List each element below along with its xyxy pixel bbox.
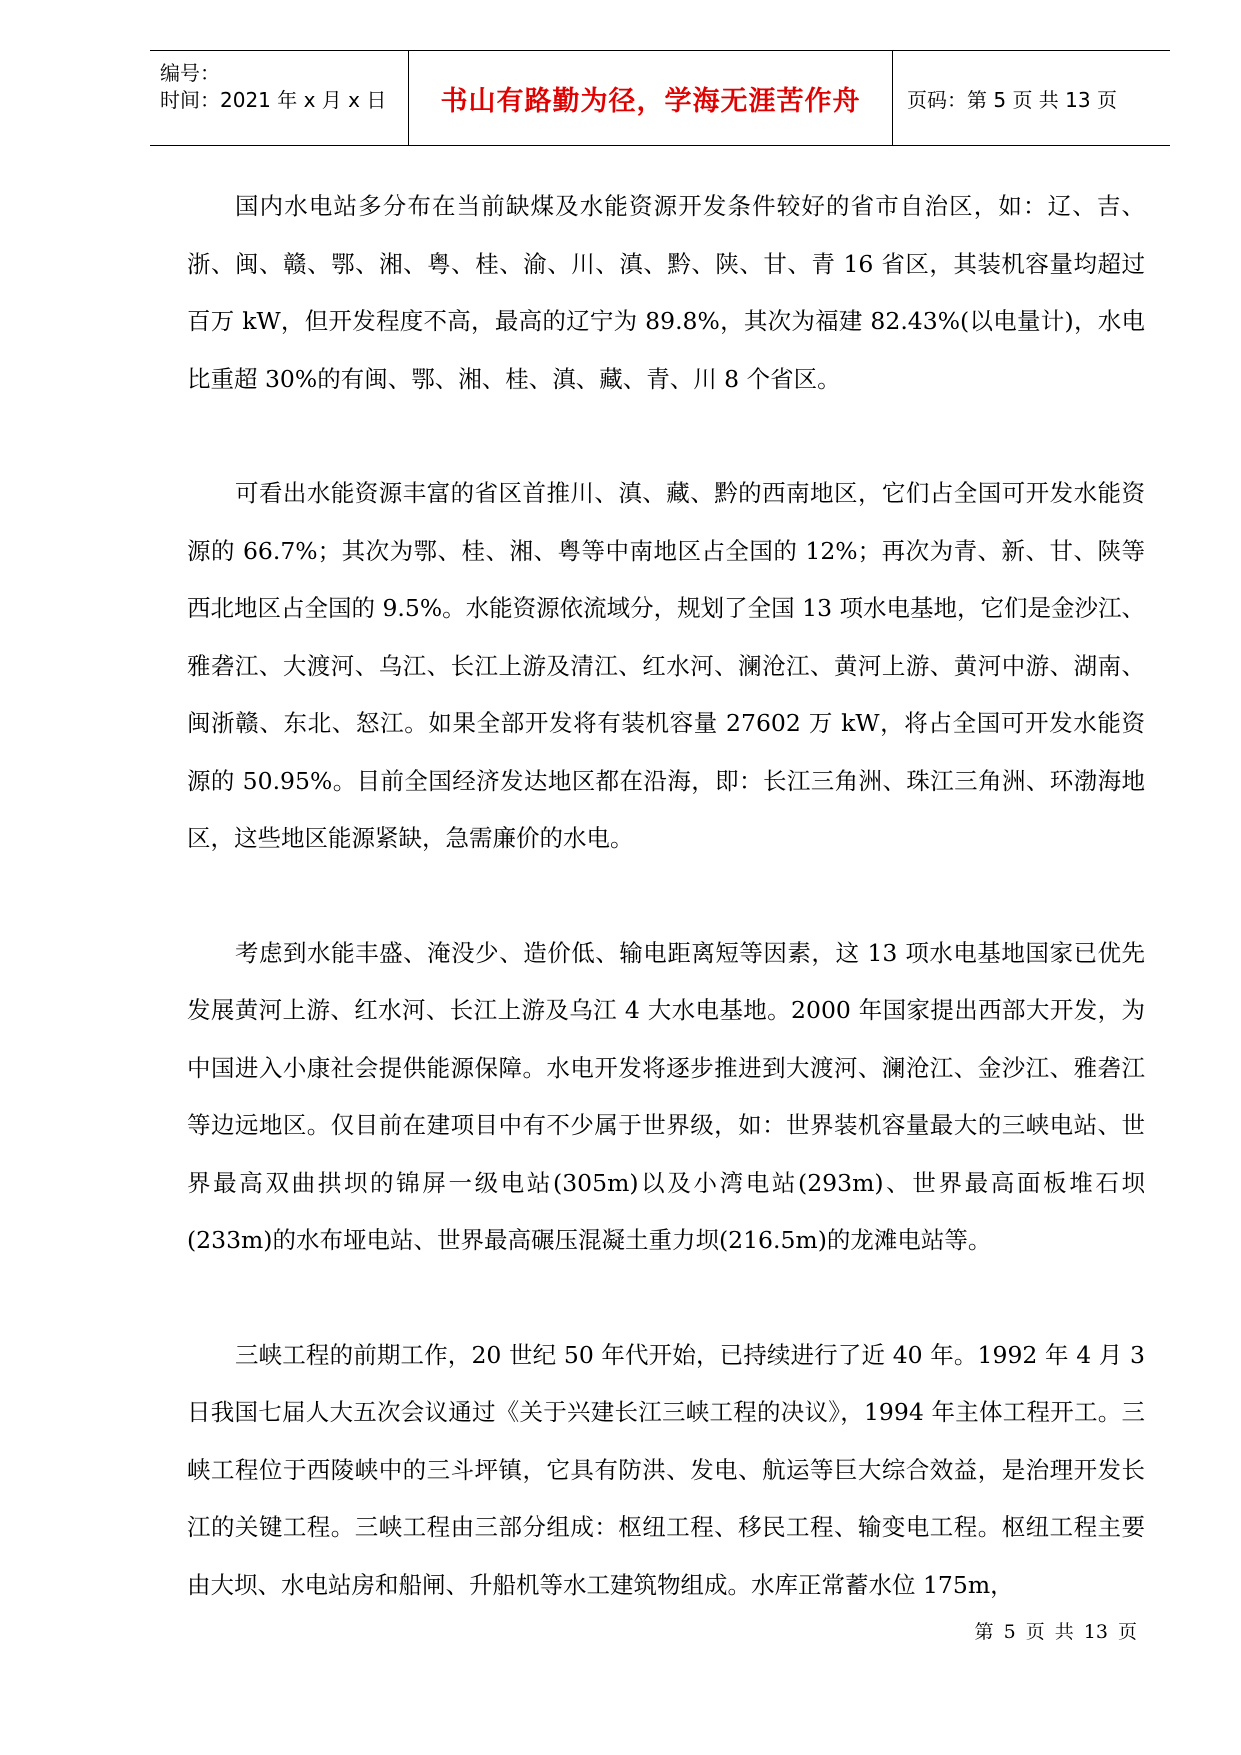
document-body [187,178,1145,1671]
header-motto: 书山有路勤为径，学海无涯苦作舟 [440,85,861,117]
document-time-label: 时间：2021 年 x 月 x 日 [160,88,387,112]
paragraph: 可看出水能资源丰富的省区首推川、滇、藏、黔的西南地区，它们占全国可开发水能资源的 66.7%；其次为鄂、桂、湘、粤等中南地区占全国的 12%；再次为青、新、甘、陕等西北地区占全国的 9.5%。水能资源依流域分，规划了全国 13 项水电基地，它们是金沙江、雅砻江、大渡河、乌江、长江上游及清江、红水河、澜沧江、黄河上游、黄河中游、湖南、闽浙赣、东北、怒江。如果全部开发将有装机容量 27602 万 kW，将占全国可开发水能资源的 50.95%。目前全国经济发达地区都在沿海，即：长江三角洲、珠江三角洲、环渤海地区，这些地区能源紧缺，急需廉价的水电。 [187,479,1146,852]
document-number-label: 编号： [160,61,220,85]
page-footer: 第 5 页 共 13 页 [974,1621,1137,1643]
paragraph: 考虑到水能丰盛、淹没少、造价低、输电距离短等因素，这 13 项水电基地国家已优先发展黄河上游、红水河、长江上游及乌江 4 大水电基地。2000 年国家提出西部大开发，为中国进入小康社会提供能源保障。水电开发将逐步推进到大渡河、澜沧江、金沙江、雅砻江等边远地区。仅目前在建项目中有不少属于世界级，如：世界装机容量最大的三峡电站、世界最高双曲拱坝的锦屏一级电站(305m)以及小湾电站(293m)、世界最高面板堆石坝(233m)的水布垭电站、世界最高碾压混凝土重力坝(216.5m)的龙滩电站等。 [187,938,1145,1254]
header-motto-cell [408,51,893,145]
header-meta [150,51,408,145]
page-header [150,50,1170,146]
paragraph: 三峡工程的前期工作，20 世纪 50 年代开始，已持续进行了近 40 年。1992 年 4 月 3 日我国七届人大五次会议通过《关于兴建长江三峡工程的决议》，1994 年主体工程开工。三峡工程位于西陵峡中的三斗坪镇，它具有防洪、发电、航运等巨大综合效益，是治理开发长江的关键工程。三峡工程由三部分组成：枢纽工程、移民工程、输变电工程。枢纽工程主要由大坝、水电站房和船闸、升船机等水工建筑物组成。水库正常蓄水位 175m， [187,1340,1145,1599]
paragraph: 国内水电站多分布在当前缺煤及水能资源开发条件较好的省市自治区，如：辽、吉、浙、闽、赣、鄂、湘、粤、桂、渝、川、滇、黔、陕、甘、青 16 省区，其装机容量均超过百万 kW，但开发程度不高，最高的辽宁为 89.8%，其次为福建 82.43%(以电量计)，水电比重超 30%的有闽、鄂、湘、桂、滇、藏、青、川 8 个省区。 [187,192,1145,393]
header-page-info: 页码：第 5 页 共 13 页 [907,87,1117,112]
header-page-cell [893,51,1170,145]
